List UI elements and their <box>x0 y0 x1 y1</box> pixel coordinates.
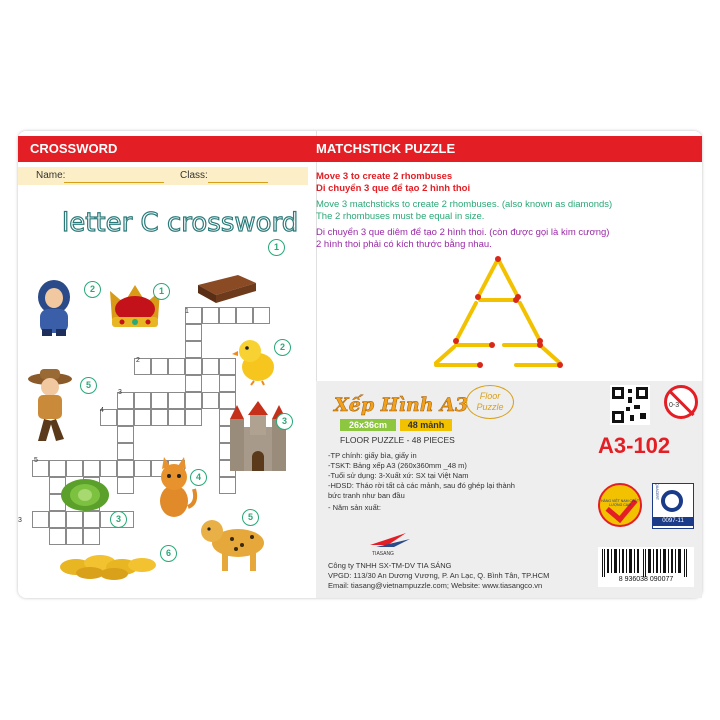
crossword-cell[interactable] <box>185 375 202 392</box>
barcode <box>598 547 694 587</box>
grid-number: 2 <box>136 357 140 364</box>
clue-badge: 2 <box>274 339 291 356</box>
product-info-box <box>316 381 702 598</box>
detail-line: -TSKT: Bảng xếp A3 (260x360mm _48 m) <box>328 461 467 470</box>
grid-number: 1 <box>185 308 189 315</box>
detail-line: -HDSD: Tháo rời tất cả các mảnh, sau đó ghép lại thành <box>328 481 515 490</box>
clue-badge: 2 <box>84 281 101 298</box>
chick-picture <box>232 335 278 385</box>
cowboy-picture <box>22 365 78 445</box>
crossword-cell[interactable] <box>151 409 168 426</box>
grid-number: 3 <box>18 517 22 524</box>
crossword-cell[interactable] <box>151 358 168 375</box>
hvnclc-badge <box>598 483 642 527</box>
pieces-badge: 48 mảnh <box>400 419 452 431</box>
product-subtitle: FLOOR PUZZLE - 48 PIECES <box>340 435 455 445</box>
crossword-cell[interactable] <box>202 392 219 409</box>
detail-line: bức tranh như ban đầu <box>328 491 405 500</box>
instruction-en-short: Move 3 to create 2 rhombuses <box>316 171 453 182</box>
product-code: A3-102 <box>598 433 671 458</box>
crossword-cell[interactable] <box>253 307 270 324</box>
clue-badge: 1 <box>268 239 285 256</box>
product-logo <box>332 387 482 421</box>
castle-picture <box>228 401 288 473</box>
company-address: VPGD: 113/30 An Dương Vương, P. An Lạc, Q. Bình Tân, TP.HCM <box>328 571 550 580</box>
crossword-cell[interactable] <box>185 324 202 341</box>
crossword-cell[interactable] <box>185 392 202 409</box>
svg-text:letter C crossword: letter C crossword <box>62 208 299 238</box>
detail-line: -TP chính: giấy bìa, giấy in <box>328 451 417 460</box>
matchstick-triangle[interactable] <box>420 253 576 371</box>
company-contact: Email: tiasang@vietnampuzzle.com; Website: www.tiasangco.vn <box>328 581 543 590</box>
quacert-label: QUACERT <box>655 483 659 501</box>
quacert-code: 0097-11 <box>653 517 693 526</box>
crossword-header: CROSSWORD <box>18 136 310 162</box>
coins-picture <box>56 541 160 581</box>
instruction-vi-1: Di chuyển 3 que diêm để tạo 2 hình thoi. (còn được gọi là kim cương) <box>316 227 610 238</box>
instruction-vi-2: 2 hình thoi phải có kích thước bằng nhau. <box>316 239 492 250</box>
chocolate-picture <box>194 269 260 305</box>
crossword-cell[interactable] <box>117 443 134 460</box>
matchstick-header: MATCHSTICK PUZZLE <box>304 136 702 162</box>
grid-number: 3 <box>118 389 122 396</box>
grid-number: 5 <box>34 457 38 464</box>
cheetah-picture <box>196 509 276 573</box>
name-line <box>64 182 164 183</box>
tiasang-logo <box>366 531 414 557</box>
instruction-en-2: The 2 rhombuses must be equal in size. <box>316 211 485 222</box>
crossword-cell[interactable] <box>185 341 202 358</box>
crossword-cell[interactable] <box>134 392 151 409</box>
class-line <box>208 182 268 183</box>
crossword-cell[interactable] <box>168 358 185 375</box>
crossword-cell[interactable] <box>32 511 49 528</box>
clue-badge: 3 <box>110 511 127 528</box>
cabbage-picture <box>58 475 112 513</box>
barcode-number: 8 936038 090077 <box>618 576 674 583</box>
crossword-cell[interactable] <box>185 409 202 426</box>
clue-badge: 5 <box>242 509 259 526</box>
crossword-cell[interactable] <box>83 511 100 528</box>
detail-line: - Năm sản xuất: <box>328 503 381 512</box>
name-class-bar <box>18 167 308 185</box>
crossword-cell[interactable] <box>134 409 151 426</box>
crossword-cell[interactable] <box>168 392 185 409</box>
puzzle-board <box>18 131 702 598</box>
crossword-cell[interactable] <box>168 409 185 426</box>
clue-badge: 5 <box>80 377 97 394</box>
barcode-bars <box>598 547 694 577</box>
floor-puzzle-badge: Floor Puzzle <box>466 385 514 419</box>
class-label: Class: <box>180 170 208 181</box>
crossword-cell[interactable] <box>117 477 134 494</box>
clue-badge: 1 <box>153 283 170 300</box>
age-label: 0-3 <box>669 402 680 409</box>
crossword-cell[interactable] <box>202 307 219 324</box>
svg-text:TIASANG: TIASANG <box>372 551 394 557</box>
cat-picture <box>150 457 198 523</box>
detail-line: -Tuổi sử dụng: 3-Xuất xứ: SX tại Việt Nam <box>328 471 469 480</box>
clue-badge: 6 <box>160 545 177 562</box>
crossword-cell[interactable] <box>49 511 66 528</box>
crossword-cell[interactable] <box>202 358 219 375</box>
crossword-cell[interactable] <box>219 307 236 324</box>
grid-number: 4 <box>100 407 104 414</box>
crossword-cell[interactable] <box>236 307 253 324</box>
clue-badge: 4 <box>190 469 207 486</box>
crossword-cell[interactable] <box>185 358 202 375</box>
quacert-badge <box>652 483 694 529</box>
crossword-cell[interactable] <box>117 426 134 443</box>
eskimo-picture <box>32 277 76 337</box>
instruction-vi-short: Di chuyển 3 que để tạo 2 hình thoi <box>316 183 471 194</box>
svg-text:Xếp Hình A3: Xếp Hình A3 <box>334 394 469 416</box>
instruction-en-1: Move 3 matchsticks to create 2 rhombuses. (also known as diamonds) <box>316 199 613 210</box>
crossword-cell[interactable] <box>117 409 134 426</box>
crossword-cell[interactable] <box>219 477 236 494</box>
age-warning-icon <box>664 385 698 419</box>
crossword-title-art <box>60 201 299 241</box>
clue-badge: 3 <box>276 413 293 430</box>
company-name: Công ty TNHH SX-TM-DV TIA SÁNG <box>328 561 452 570</box>
hvnclc-label: HÀNG VIỆT NAM CHẤT LƯỢNG CAO <box>600 499 640 507</box>
quacert-q-icon <box>661 490 683 512</box>
crossword-cell[interactable] <box>151 392 168 409</box>
crossword-cell[interactable] <box>134 460 151 477</box>
name-label: Name: <box>36 170 66 181</box>
qr-code <box>610 385 650 425</box>
size-badge: 26x36cm <box>340 419 396 431</box>
crossword-cell[interactable] <box>117 460 134 477</box>
crossword-cell[interactable] <box>66 511 83 528</box>
